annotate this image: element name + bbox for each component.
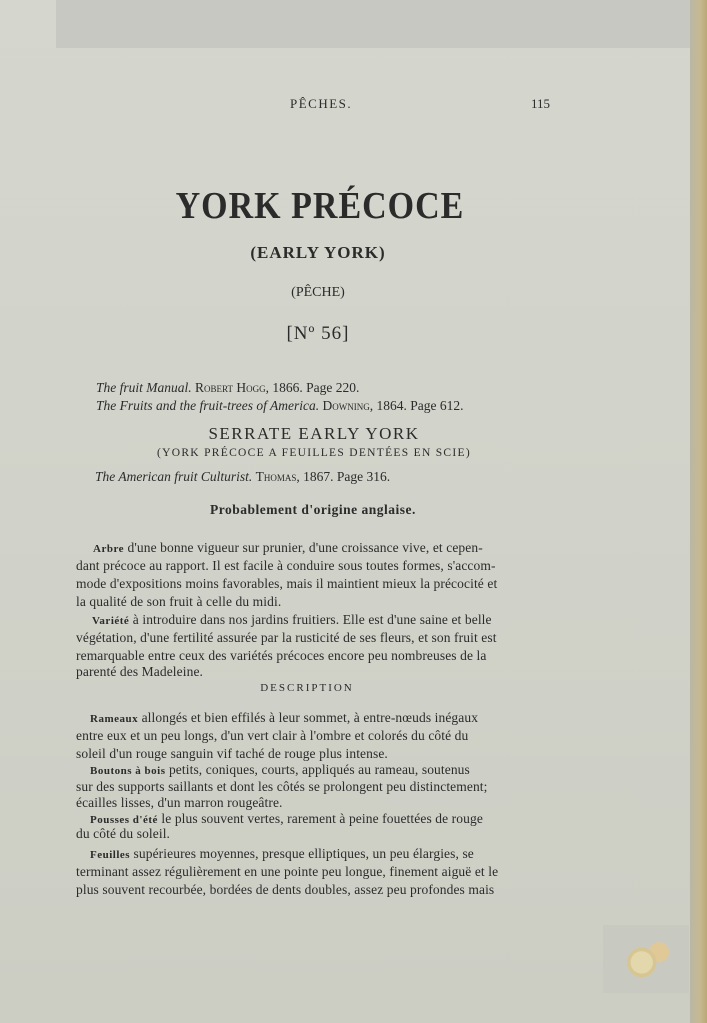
paragraph-lead: Boutons à bois xyxy=(90,765,166,777)
reference-details: , 1864. Page 612. xyxy=(369,398,464,413)
reference-details: , 1867. Page 316. xyxy=(296,469,391,484)
alternate-name: (EARLY YORK) xyxy=(250,243,386,262)
fruit-thumbnail-image xyxy=(603,925,689,993)
reference-work: The fruit Manual. xyxy=(96,380,192,395)
line-text: d'une bonne vigueur sur prunier, d'une croissance vive, et cepen- xyxy=(124,540,483,555)
scan-shadow-band xyxy=(56,0,696,48)
reference-work: The Fruits and the fruit-trees of America. xyxy=(96,398,320,413)
paragraph-line: écailles lisses, d'un marron rougeâtre. xyxy=(76,795,283,810)
reference-work: The American fruit Culturist. xyxy=(95,469,253,484)
paragraph-lead: Feuilles xyxy=(90,849,131,861)
origin-statement: Probablement d'origine anglaise. xyxy=(210,502,416,517)
page-title: YORK PRÉCOCE xyxy=(175,185,465,228)
paragraph-line: mode d'expositions moins favorables, mais il maintient mieux la précocité et xyxy=(76,576,498,591)
paragraph-line xyxy=(90,811,483,827)
paragraph-line: la qualité de son fruit à celle du midi. xyxy=(76,594,282,609)
paragraph-line: entre eux et un peu longs, d'un vert clair à l'ombre et colorés du côté du xyxy=(76,728,469,743)
paragraph-line: plus souvent recourbée, bordées de dents doubles, assez peu profondes mais xyxy=(76,882,495,897)
paragraph-lead: Rameaux xyxy=(90,713,139,725)
paragraph-lead: Arbre xyxy=(93,543,125,555)
paragraph-line: terminant assez régulièrement en une pointe peu longue, finement aiguë et le xyxy=(76,864,499,879)
line-text: à introduire dans nos jardins fruitiers. Elle est d'une saine et belle xyxy=(129,612,492,627)
paragraph-line: parenté des Madeleine. xyxy=(76,664,204,679)
reference-details: , 1866. Page 220. xyxy=(265,380,360,395)
book-edge xyxy=(690,0,707,1023)
entry-number: [Nº 56] xyxy=(286,323,350,344)
paragraph-line xyxy=(90,762,470,778)
synonym-title: SERRATE EARLY YORK xyxy=(208,424,420,443)
page-number: 115 xyxy=(531,96,551,111)
line-text: supérieures moyennes, presque elliptiques, un peu élargies, se xyxy=(130,846,474,861)
paragraph-lead: Pousses d'été xyxy=(90,814,158,826)
line-text: allongés et bien effilés à leur sommet, à entre-nœuds inégaux xyxy=(138,710,479,725)
paragraph-line xyxy=(90,710,478,726)
paragraph-line xyxy=(92,612,492,628)
paragraph-line: végétation, d'une fertilité assurée par la rusticité de ses fleurs, et son fruit est xyxy=(76,630,497,645)
paragraph-line: du côté du soleil. xyxy=(76,826,171,841)
reference-author: Thomas xyxy=(255,469,297,484)
reference-author: Robert Hogg xyxy=(195,380,266,395)
paragraph-line: soleil d'un rouge sanguin vif taché de rouge plus intense. xyxy=(76,746,388,761)
paragraph-line: dant précoce au rapport. Il est facile à conduire sous toutes formes, s'accom- xyxy=(76,558,496,573)
reference-author: Downing xyxy=(322,398,370,413)
line-text: petits, coniques, courts, appliqués au rameau, soutenus xyxy=(165,762,470,777)
line-text: le plus souvent vertes, rarement à peine fouettées de rouge xyxy=(157,811,483,826)
paragraph-line xyxy=(93,540,483,556)
running-head: PÊCHES. xyxy=(290,96,353,111)
paragraph-line: sur des supports saillants et dont les côtés se prolongent peu distinctement; xyxy=(76,779,488,794)
fruit-type: (PÊCHE) xyxy=(291,285,345,300)
synonym-subtitle: (YORK PRÉCOCE A FEUILLES DENTÉES EN SCIE) xyxy=(157,447,471,459)
section-heading: DESCRIPTION xyxy=(260,682,354,694)
synonym-reference xyxy=(95,469,390,485)
reference-line xyxy=(96,380,359,396)
paragraph-line xyxy=(90,846,474,862)
reference-line xyxy=(96,398,463,414)
paragraph-line: remarquable entre ceux des variétés précoces encore peu nombreuses de la xyxy=(76,648,487,663)
paragraph-lead: Variété xyxy=(92,615,130,627)
